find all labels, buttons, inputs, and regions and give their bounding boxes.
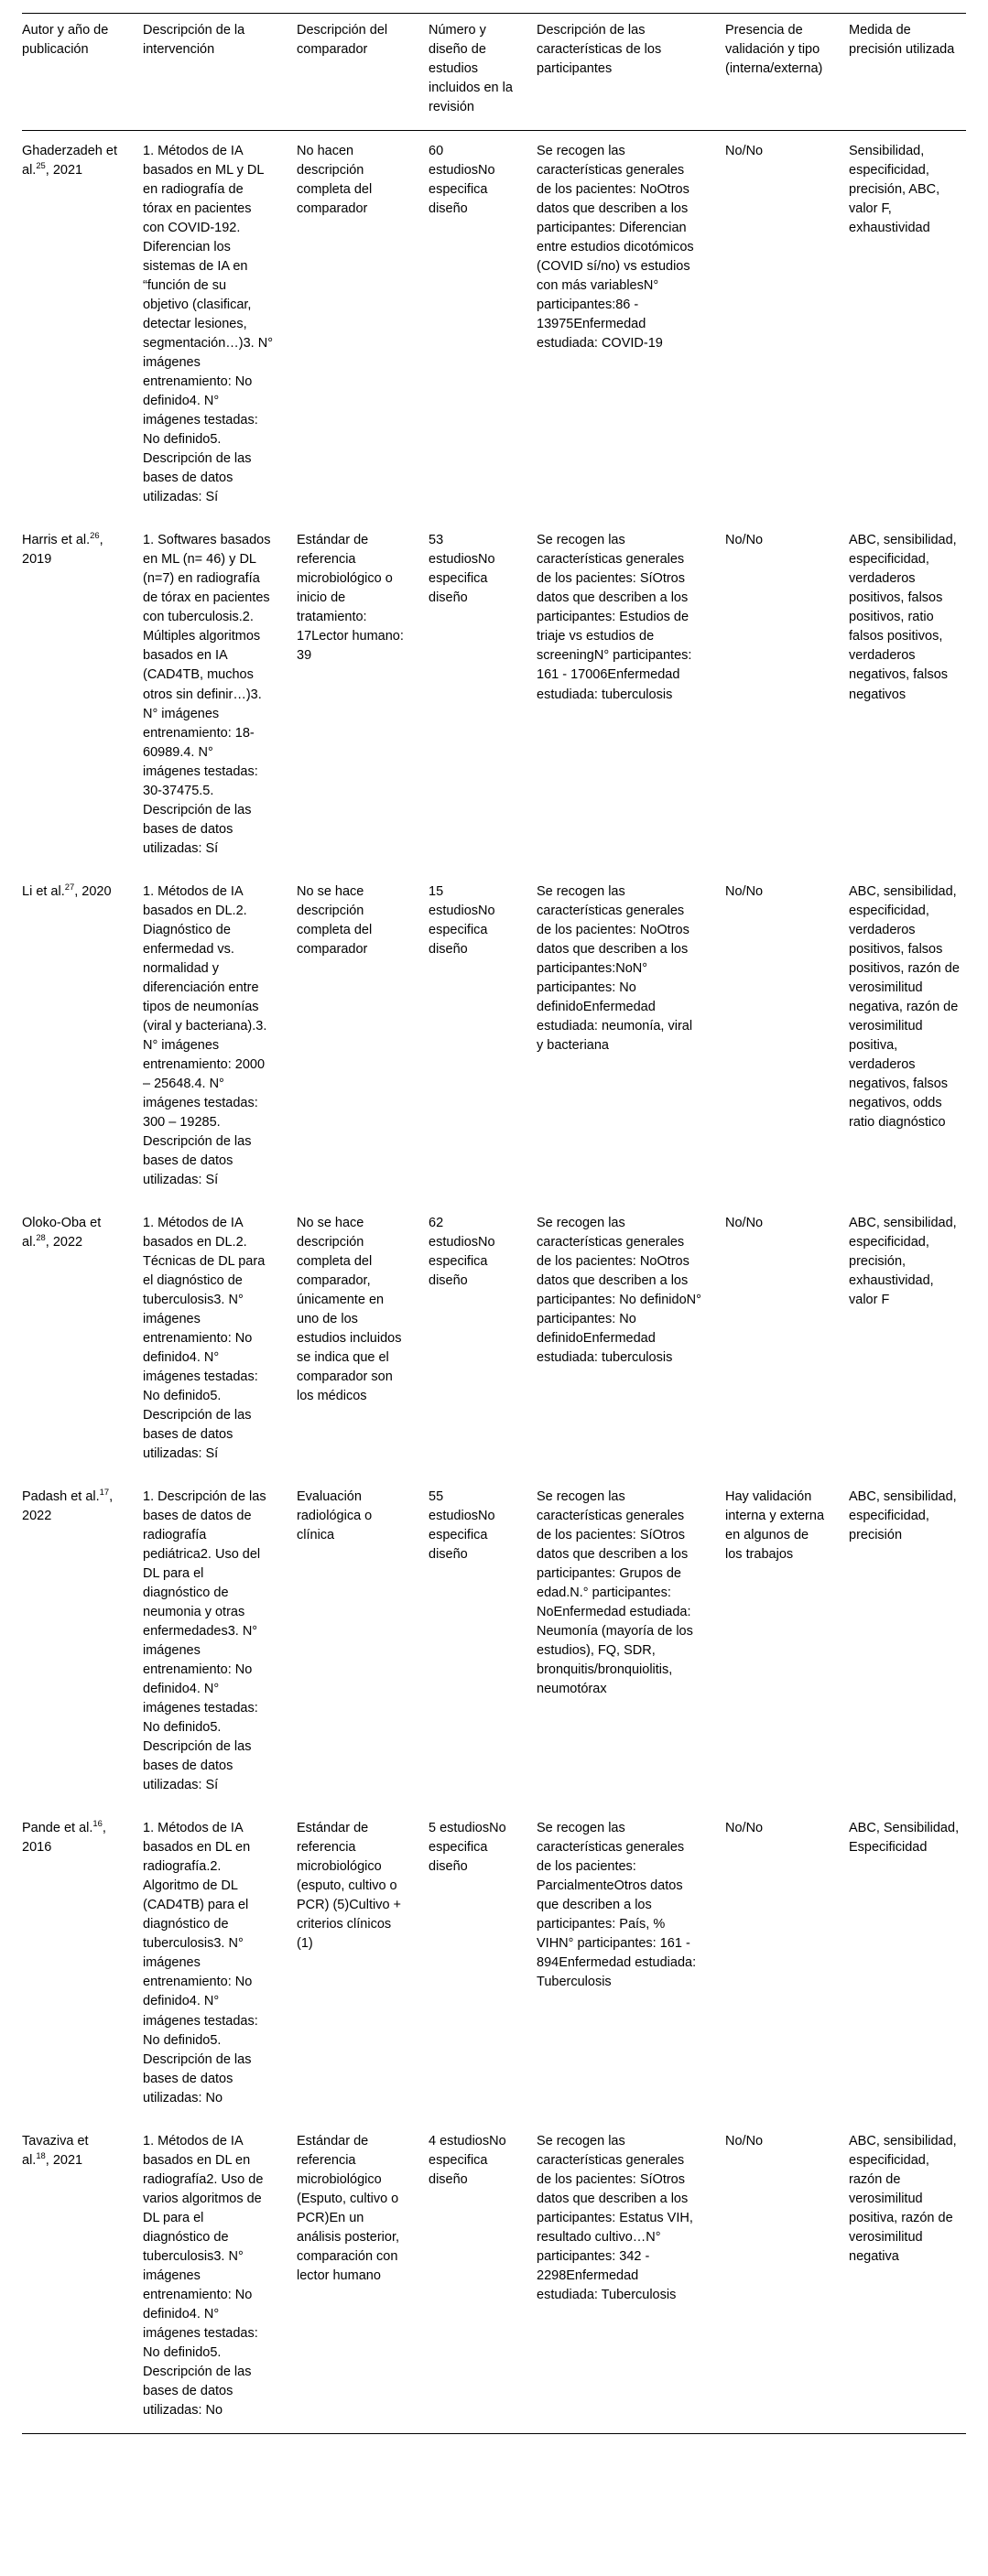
author-cell: [22, 2121, 143, 2434]
studies-cell: 62 estudiosNo especifica diseño: [429, 1215, 495, 1288]
table-row-harris: [22, 520, 966, 871]
author-year: , 2022: [45, 1234, 83, 1250]
precision-cell: ABC, sensibilidad, especificidad, razón de verosimilitud positiva, razón de verosimilitud negativa: [849, 2133, 957, 2264]
studies-cell: 4 estudiosNo especifica diseño: [429, 2133, 506, 2187]
table-row-li: [22, 871, 966, 1203]
table-row-ghaderzadeh: [22, 131, 966, 521]
author-cell: [22, 1808, 143, 2120]
author-year: , 2022: [22, 1489, 114, 1524]
table-row-pande: [22, 1808, 966, 2120]
col-header-validation: Presencia de validación y tipo (interna/externa): [725, 14, 849, 131]
author-cell: [22, 131, 143, 521]
table-row-oloko-oba: [22, 1203, 966, 1477]
intervention-cell: 1. Métodos de IA basados en DL en radiografía2. Uso de varios algoritmos de DL para el diagnóstico de tuberculosis3. N° imágenes entrenamiento: No definido4. N° imágenes testadas: No definido5. Descripción de las bases de datos utilizadas: No: [143, 2133, 264, 2418]
comparator-cell: No hacen descripción completa del comparador: [297, 144, 373, 217]
author-year: , 2021: [45, 2152, 83, 2168]
precision-cell: ABC, sensibilidad, especificidad, precisión: [849, 1489, 957, 1543]
col-header-participants: Descripción de las características de los participantes: [537, 14, 725, 131]
comparator-cell: No se hace descripción completa del comparador, únicamente en uno de los estudios incluidos se indica que el comparador son los médicos: [297, 1215, 402, 1404]
comparator-cell: Estándar de referencia microbiológico (Esputo, cultivo o PCR)En un análisis posterior, comparación con lector humano: [297, 2133, 400, 2283]
participants-cell: Se recogen las características generales de los pacientes: SíOtros datos que describen a los participantes: Estudios de triaje vs estudios de screeningN° participantes: 161 - 17006Enfermedad estudiada: tuberculosis: [537, 533, 692, 702]
studies-cell: 5 estudiosNo especifica diseño: [429, 1821, 506, 1875]
studies-cell: 53 estudiosNo especifica diseño: [429, 533, 495, 606]
precision-cell: ABC, Sensibilidad, Especificidad: [849, 1821, 960, 1856]
review-table: [22, 13, 966, 2434]
studies-cell: 60 estudiosNo especifica diseño: [429, 144, 495, 217]
intervention-cell: 1. Métodos de IA basados en ML y DL en radiografía de tórax en pacientes con COVID-192. Diferencian los sistemas de IA en “función de su objetivo (clasificar, detectar lesiones, segmentación…)3. N° imágenes entrenamiento: No definido4. N° imágenes testadas: No definido5. Descripción de las bases de datos utilizadas: Sí: [143, 144, 273, 505]
participants-cell: Se recogen las características generales de los pacientes: NoOtros datos que describen a los participantes:NoN° participantes: No definidoEnfermedad estudiada: neumonía, viral y bacteriana: [537, 883, 693, 1053]
author-name: Li et al.: [22, 883, 65, 899]
author-ref: 26: [90, 530, 100, 541]
participants-cell: Se recogen las características generales de los pacientes: SíOtros datos que describen a los participantes: Grupos de edad.N.° participantes: NoEnfermedad estudiada: Neumonía (mayoría de los estudios), FQ, SDR, bronquitis/bronquiolitis, neumotórax: [537, 1489, 693, 1697]
author-cell: [22, 871, 143, 1203]
col-header-comparator: Descripción del comparador: [297, 14, 429, 131]
table-row-tavaziva: [22, 2121, 966, 2434]
author-ref: 16: [92, 1818, 103, 1829]
validation-cell: No/No: [725, 1215, 764, 1230]
author-cell: [22, 520, 143, 871]
author-ref: 25: [36, 160, 46, 171]
intervention-cell: 1. Métodos de IA basados en DL.2. Técnicas de DL para el diagnóstico de tuberculosis3. N° imágenes entrenamiento: No definido4. N° imágenes testadas: No definido5. Descripción de las bases de datos utilizadas: Sí: [143, 1215, 266, 1462]
validation-cell: No/No: [725, 144, 764, 159]
author-year: , 2020: [74, 883, 112, 899]
comparator-cell: Evaluación radiológica o clínica: [297, 1489, 373, 1543]
author-cell: [22, 1203, 143, 1477]
precision-cell: Sensibilidad, especificidad, precisión, ABC, valor F, exhaustividad: [849, 144, 940, 236]
table-row-padash: [22, 1477, 966, 1808]
participants-cell: Se recogen las características generales de los pacientes: SíOtros datos que describen a los participantes: Estatus VIH, resultado cultivo…N° participantes: 342 - 2298Enfermedad estudiada: Tuberculosis: [537, 2133, 693, 2302]
col-header-precision: Medida de precisión utilizada: [849, 14, 966, 131]
col-header-studies: Número y diseño de estudios incluidos en la revisión: [429, 14, 537, 131]
validation-cell: Hay validación interna y externa en algunos de los trabajos: [725, 1489, 825, 1563]
validation-cell: No/No: [725, 2133, 764, 2148]
author-cell: [22, 1477, 143, 1808]
precision-cell: ABC, sensibilidad, especificidad, verdaderos positivos, falsos positivos, razón de verosimilitud negativa, razón de verosimilitud positiva, verdaderos negativos, falsos negativos, odds ratio diagnóstico: [849, 883, 960, 1130]
precision-cell: ABC, sensibilidad, especificidad, precisión, exhaustividad, valor F: [849, 1215, 957, 1307]
participants-cell: Se recogen las características generales de los pacientes: NoOtros datos que describen a los participantes: Diferencian entre estudios dicotómicos (COVID sí/no) vs estudios con más variablesN° participantes:86 - 13975Enfermedad estudiada: COVID-19: [537, 144, 694, 352]
author-year: , 2021: [45, 163, 83, 179]
comparator-cell: Estándar de referencia microbiológico (esputo, cultivo o PCR) (5)Cultivo + criterios clínicos (1): [297, 1821, 402, 1952]
comparator-cell: Estándar de referencia microbiológico o inicio de tratamiento: 17Lector humano: 39: [297, 533, 404, 664]
author-name: Tavaziva et al.: [22, 2133, 89, 2168]
author-name: Pande et al.: [22, 1821, 93, 1836]
col-header-author: Autor y año de publicación: [22, 14, 143, 131]
validation-cell: No/No: [725, 883, 764, 899]
author-name: Harris et al.: [22, 533, 91, 548]
studies-cell: 15 estudiosNo especifica diseño: [429, 883, 495, 957]
validation-cell: No/No: [725, 533, 764, 548]
comparator-cell: No se hace descripción completa del comparador: [297, 883, 373, 957]
author-ref: 18: [36, 2149, 46, 2160]
participants-cell: Se recogen las características generales de los pacientes: ParcialmenteOtros datos que describen a los participantes: País, % VIHN° participantes: 161 - 894Enfermedad estudiada: Tuberculosis: [537, 1821, 697, 1990]
header-row: [22, 14, 966, 131]
participants-cell: Se recogen las características generales de los pacientes: NoOtros datos que describen a los participantes: No definidoN° participantes: No definidoEnfermedad estudiada: tuberculosis: [537, 1215, 701, 1365]
intervention-cell: 1. Descripción de las bases de datos de radiografía pediátrica2. Uso del DL para el diagnóstico de neumonia y otras enfermedades3. N° imágenes entrenamiento: No definido4. N° imágenes testadas: No definido5. Descripción de las bases de datos utilizadas: Sí: [143, 1489, 266, 1793]
author-year: , 2016: [22, 1821, 106, 1856]
author-name: Ghaderzadeh et al.: [22, 144, 117, 179]
intervention-cell: 1. Softwares basados en ML (n= 46) y DL (n=7) en radiografía de tórax en pacientes con tuberculosis.2. Múltiples algoritmos basados en IA (CAD4TB, muchos otros sin definir…)3. N° imágenes entrenamiento: 18-60989.4. N° imágenes testadas: 30-37475.5. Descripción de las bases de datos utilizadas: Sí: [143, 533, 271, 856]
validation-cell: No/No: [725, 1821, 764, 1836]
author-year: , 2019: [22, 533, 103, 568]
author-name: Padash et al.: [22, 1489, 100, 1505]
studies-cell: 55 estudiosNo especifica diseño: [429, 1489, 495, 1563]
intervention-cell: 1. Métodos de IA basados en DL.2. Diagnóstico de enfermedad vs. normalidad y diferenciación entre tipos de neumonías (viral y bacteriana).3. N° imágenes entrenamiento: 2000 – 25648.4. N° imágenes testadas: 300 – 19285. Descripción de las bases de datos utilizadas: Sí: [143, 883, 267, 1187]
col-header-intervention: Descripción de la intervención: [143, 14, 297, 131]
precision-cell: ABC, sensibilidad, especificidad, verdaderos positivos, falsos positivos, ratio falsos positivos, verdaderos negativos, falsos negativos: [849, 533, 957, 702]
author-ref: 27: [64, 881, 75, 892]
author-name: Oloko-Oba et al.: [22, 1215, 102, 1250]
author-ref: 28: [36, 1232, 46, 1243]
intervention-cell: 1. Métodos de IA basados en DL en radiografía.2. Algoritmo de DL (CAD4TB) para el diagnóstico de tuberculosis3. N° imágenes entrenamiento: No definido4. N° imágenes testadas: No definido5. Descripción de las bases de datos utilizadas: No: [143, 1821, 258, 2105]
author-ref: 17: [99, 1487, 110, 1498]
